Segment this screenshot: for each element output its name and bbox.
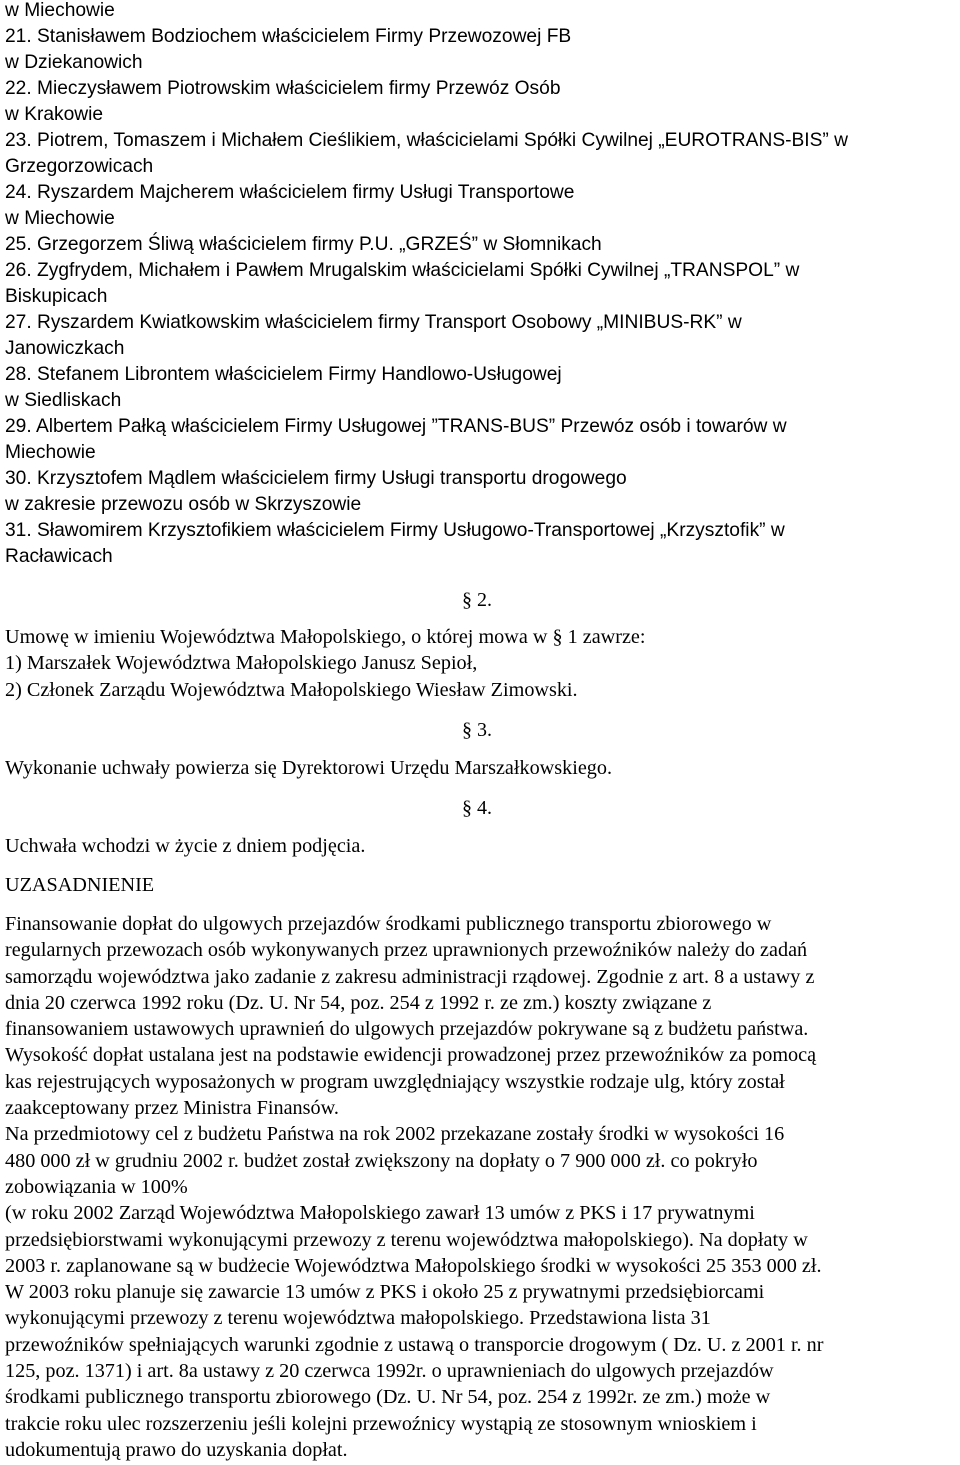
- list-item: 23. Piotrem, Tomaszem i Michałem Cieślikiem, właścicielami Spółki Cywilnej „EUROTRANS-BIS” w: [5, 130, 849, 151]
- list-item: 29. Albertem Pałką właścicielem Firmy Usługowej ”TRANS-BUS” Przewóz osób i towarów w: [5, 416, 787, 437]
- justification-line: przewoźników spełniających warunki zgodnie z ustawą o transporcie drogowym ( Dz. U. z 2001 r. nr: [5, 1333, 824, 1356]
- justification-line: trakcie roku ulec rozszerzeniu jeśli kolejni przewoźnicy wystąpią ze stosownym wnioskiem i: [5, 1412, 757, 1435]
- list-item: w Krakowie: [5, 104, 104, 125]
- justification-line: regularnych przewozach osób wykonywanych przez uprawnionych przewoźników należy do zadań: [5, 939, 808, 962]
- list-item: 24. Ryszardem Majcherem właścicielem firmy Usługi Transportowe: [5, 182, 575, 203]
- section-2-line: 2) Członek Zarządu Województwa Małopolskiego Wiesław Zimowski.: [5, 678, 578, 701]
- justification-text: [5, 911, 823, 1463]
- justification-line: środkami publicznego transportu zbiorowego (Dz. U. Nr 54, poz. 254 z 1992r. ze zm.) może w: [5, 1386, 771, 1409]
- justification-line: dnia 20 czerwca 1992 roku (Dz. U. Nr 54, poz. 254 z 1992 r. ze zm.) koszty związane z: [5, 991, 712, 1014]
- justification-line: przedsiębiorstwami wykonującymi przewozy z terenu województwa małopolskiego). Na dopłaty w: [5, 1228, 808, 1251]
- section-heading-2: § 2.: [462, 589, 492, 611]
- justification-line: kas rejestrujących wyposażonych w program uwzględniający wszystkie rodzaje ulg, który został: [5, 1070, 785, 1093]
- list-item: w Siedliskach: [5, 390, 122, 411]
- justification-line: samorządu województwa jako zadanie z zakresu administracji rządowej. Zgodnie z art. 8 a ustawy z: [5, 965, 815, 988]
- list-item: 22. Mieczysławem Piotrowskim właścicielem firmy Przewóz Osób: [5, 78, 561, 99]
- justification-line: 480 000 zł w grudniu 2002 r. budżet został zwiększony na dopłaty o 7 900 000 zł. co pokryło: [5, 1149, 758, 1172]
- justification-line: Wysokość dopłat ustalana jest na podstawie ewidencji prowadzonej przez przewoźników za pomocą: [5, 1044, 817, 1067]
- justification-line: finansowaniem ustawowych uprawnień do ulgowych przejazdów pokrywane są z budżetu państwa.: [5, 1018, 809, 1041]
- justification-line: (w roku 2002 Zarząd Województwa Małopolskiego zawarł 13 umów z PKS i 17 prywatnymi: [5, 1202, 755, 1225]
- justification-heading: UZASADNIENIE: [5, 874, 155, 896]
- section-4-text: Uchwała wchodzi w życie z dniem podjęcia.: [5, 835, 366, 857]
- justification-line: udokumentują prawo do uzyskania dopłat.: [5, 1438, 348, 1461]
- list-item: w zakresie przewozu osób w Skrzyszowie: [5, 494, 362, 515]
- justification-line: wykonującymi przewozy z terenu województwa małopolskiego. Przedstawiona lista 31: [5, 1307, 711, 1330]
- justification-line: Finansowanie dopłat do ulgowych przejazdów środkami publicznego transportu zbiorowego w: [5, 913, 772, 935]
- list-item: 26. Zygfrydem, Michałem i Pawłem Mrugalskim właścicielami Spółki Cywilnej „TRANSPOL” w: [5, 260, 800, 281]
- list-item: 25. Grzegorzem Śliwą właścicielem firmy P.U. „GRZEŚ” w Słomnikach: [5, 234, 602, 255]
- list-item: Grzegorzowicach: [5, 156, 154, 177]
- list-item: w Miechowie: [5, 208, 115, 229]
- section-3-text: Wykonanie uchwały powierza się Dyrektorowi Urzędu Marszałkowskiego.: [5, 757, 613, 779]
- list-item: 27. Ryszardem Kwiatkowskim właścicielem firmy Transport Osobowy „MINIBUS-RK” w: [5, 312, 742, 333]
- list-item: Miechowie: [5, 442, 96, 463]
- section-2-line: 1) Marszałek Województwa Małopolskiego Janusz Sepioł,: [5, 652, 478, 675]
- section-2-text: [5, 624, 646, 703]
- justification-line: zobowiązania w 100%: [5, 1175, 188, 1198]
- list-item: 31. Sławomirem Krzysztofikiem właścicielem Firmy Usługowo-Transportowej „Krzysztofik” w: [5, 520, 785, 541]
- section-heading-4: § 4.: [462, 797, 492, 819]
- carrier-list: [5, 0, 848, 570]
- list-item: 30. Krzysztofem Mądlem właścicielem firmy Usługi transportu drogowego: [5, 468, 627, 489]
- list-item: Biskupicach: [5, 286, 108, 307]
- list-item: Janowiczkach: [5, 338, 125, 359]
- justification-line: 125, poz. 1371) i art. 8a ustawy z 20 czerwca 1992r. o uprawnieniach do ulgowych przejazdów: [5, 1360, 774, 1383]
- list-item: Racławicach: [5, 546, 113, 567]
- section-2-line: Umowę w imieniu Województwa Małopolskiego, o której mowa w § 1 zawrze:: [5, 626, 646, 648]
- justification-line: Na przedmiotowy cel z budżetu Państwa na rok 2002 przekazane zostały środki w wysokości 16: [5, 1123, 785, 1146]
- justification-line: zaakceptowany przez Ministra Finansów.: [5, 1097, 339, 1120]
- list-item: w Miechowie: [5, 0, 115, 21]
- list-item: 21. Stanisławem Bodziochem właścicielem Firmy Przewozowej FB: [5, 26, 572, 47]
- list-item: 28. Stefanem Librontem właścicielem Firmy Handlowo-Usługowej: [5, 364, 562, 385]
- list-item: w Dziekanowich: [5, 52, 143, 73]
- justification-line: W 2003 roku planuje się zawarcie 13 umów z PKS i około 25 z prywatnymi przedsiębiorcami: [5, 1281, 765, 1304]
- justification-line: 2003 r. zaplanowane są w budżecie Województwa Małopolskiego środki w wysokości 25 353 000 zł.: [5, 1254, 822, 1277]
- section-heading-3: § 3.: [462, 719, 492, 741]
